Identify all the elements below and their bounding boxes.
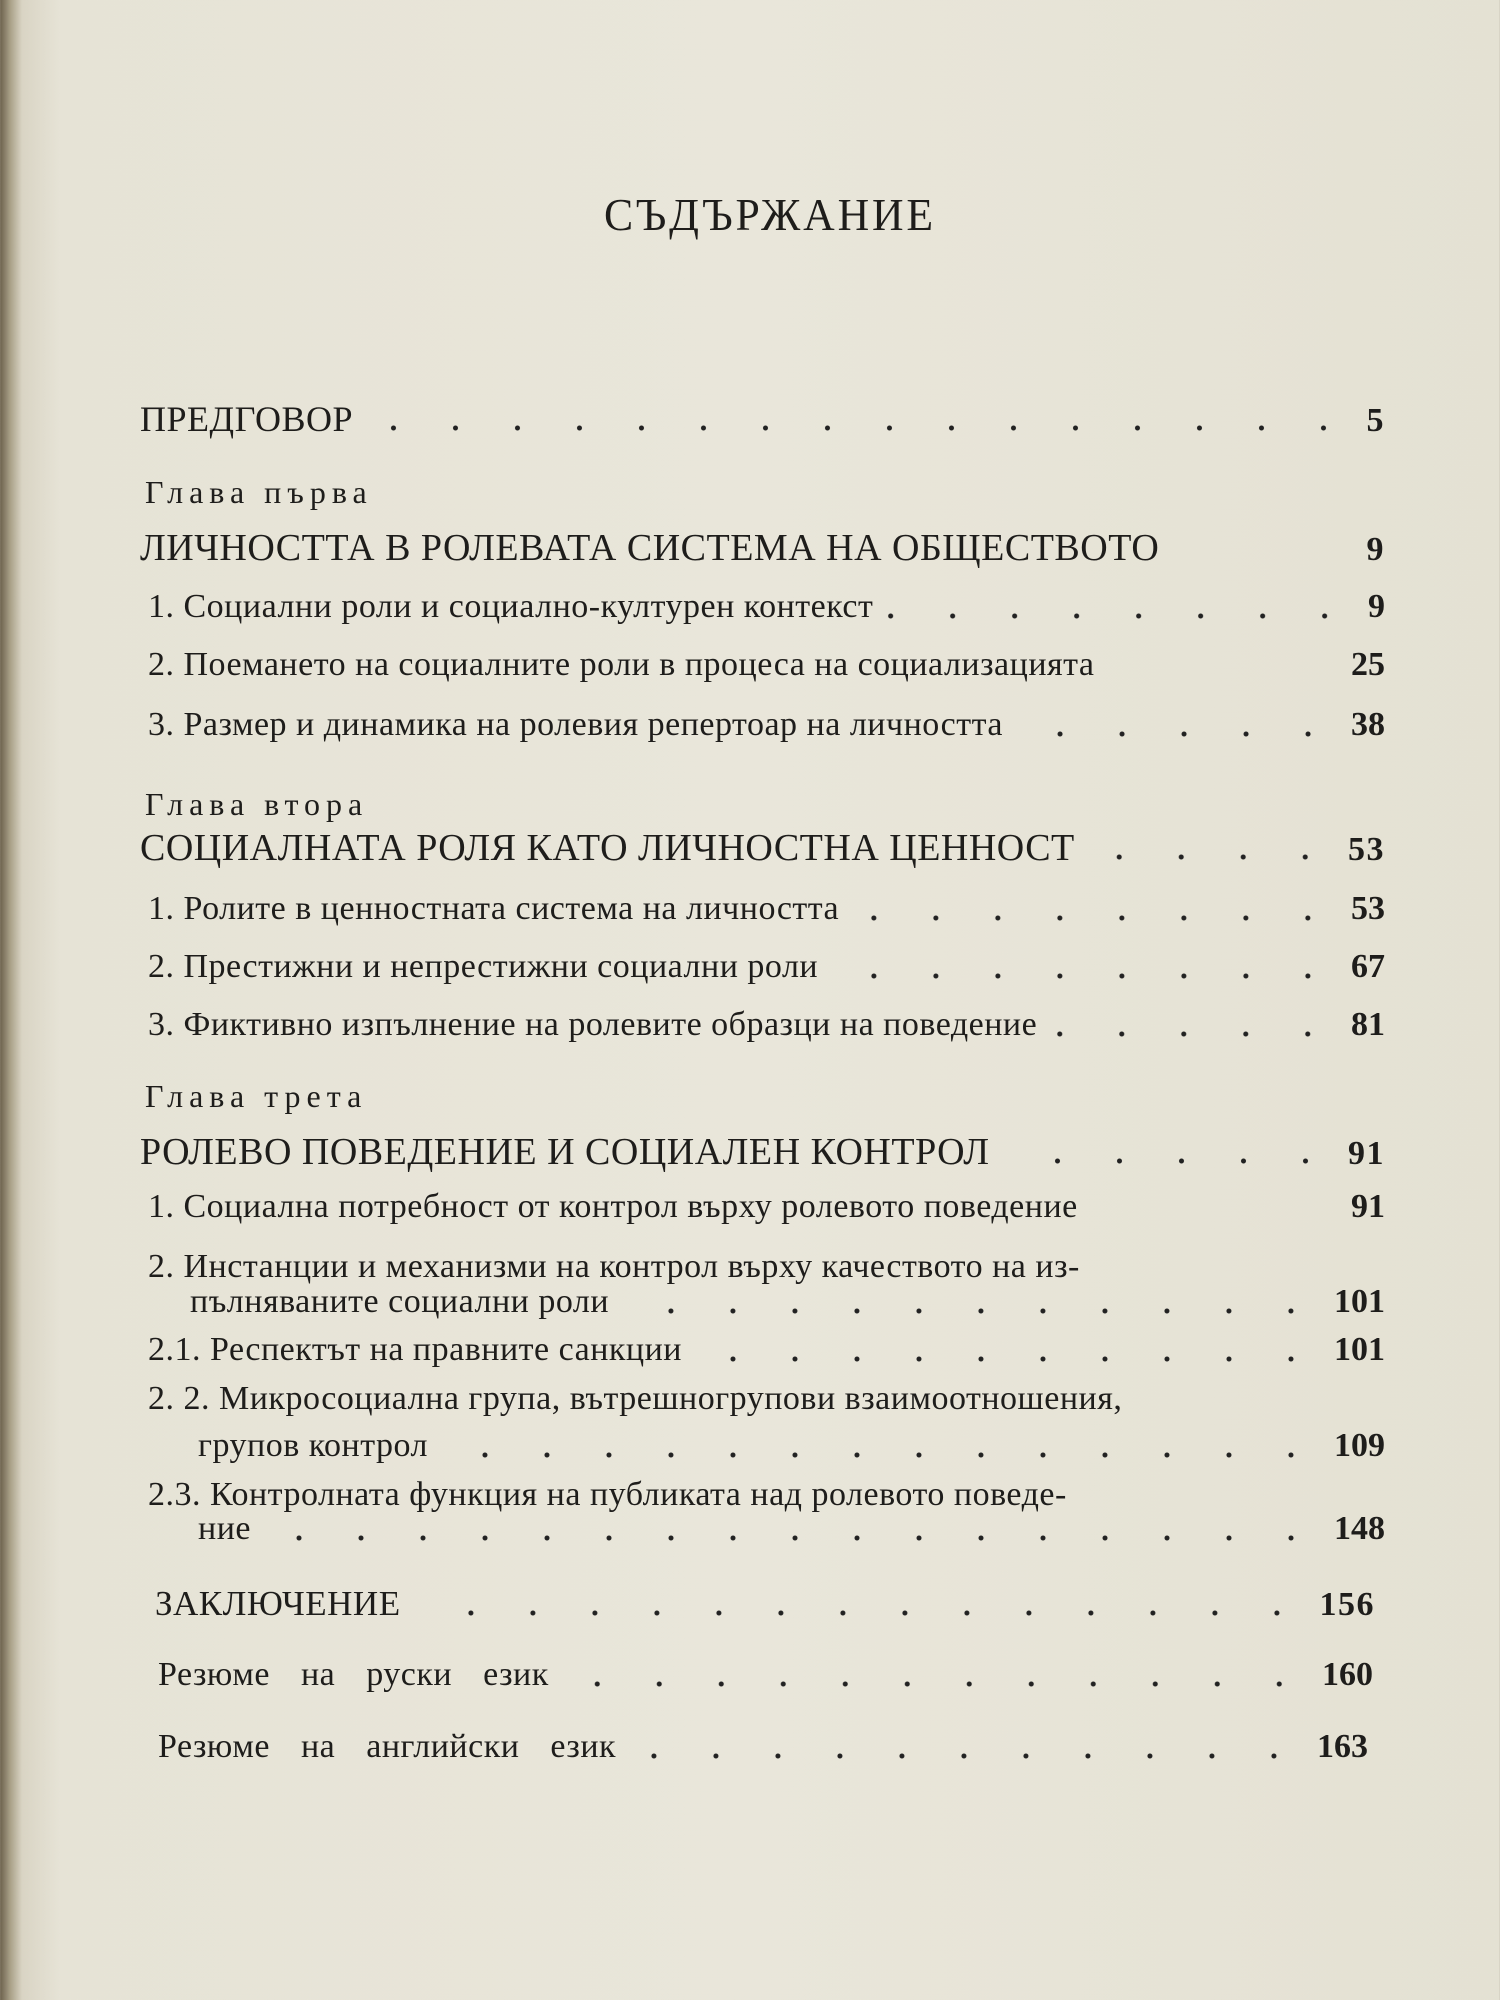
toc-entry-conclusion bbox=[155, 1584, 1375, 1624]
toc-entry-summary-en bbox=[158, 1728, 1368, 1766]
toc-entry-line1 bbox=[148, 1380, 1385, 1418]
entry-label: 2.3. Контролната функция на публиката над ролевото поведе- bbox=[148, 1476, 1067, 1513]
entry-label-cont: групов контрол bbox=[198, 1427, 429, 1464]
entry-page: 163 bbox=[1317, 1728, 1368, 1765]
entry-label: Резюме на руски език bbox=[158, 1656, 549, 1693]
entry-label: 2. Инстанции и механизми на контрол върху качеството на из- bbox=[148, 1248, 1080, 1285]
toc-entry-line2 bbox=[198, 1427, 1385, 1465]
entry-label-cont: ние bbox=[198, 1510, 251, 1547]
entry-label: 2. Престижни и непрестижни социални роли bbox=[148, 948, 819, 985]
entry-label: РОЛЕВО ПОВЕДЕНИЕ И СОЦИАЛЕН КОНТРОЛ bbox=[140, 1131, 990, 1173]
dot-leader bbox=[440, 1452, 1322, 1458]
dot-leader bbox=[885, 613, 1356, 619]
entry-label: 1. Социална потребност от контрол върху ролевото поведение bbox=[148, 1188, 1078, 1225]
toc-entry bbox=[148, 588, 1385, 626]
toc-entry bbox=[148, 1331, 1385, 1369]
dot-leader bbox=[628, 1753, 1305, 1759]
entry-label: 1. Ролите в ценностната система на личността bbox=[148, 890, 840, 927]
entry-label: Резюме на английски език bbox=[158, 1728, 617, 1765]
chapter-label: Глава трета bbox=[145, 1078, 368, 1114]
entry-label: 2.1. Респектът на правните санкции bbox=[148, 1331, 683, 1368]
chapter-label: Глава първа bbox=[145, 474, 373, 510]
toc-entry-line2 bbox=[190, 1283, 1385, 1321]
entry-page: 81 bbox=[1351, 1006, 1385, 1043]
entry-page: 25 bbox=[1351, 646, 1385, 683]
dot-leader bbox=[413, 1610, 1308, 1616]
entry-page: 9 bbox=[1368, 588, 1385, 625]
toc-entry-preface bbox=[140, 398, 1385, 440]
entry-page: 67 bbox=[1351, 948, 1385, 985]
entry-page: 160 bbox=[1322, 1656, 1373, 1693]
entry-page: 101 bbox=[1334, 1283, 1385, 1320]
entry-page: 91 bbox=[1348, 1135, 1385, 1172]
toc-entry-line1 bbox=[148, 1476, 1385, 1514]
toc-entry bbox=[148, 706, 1385, 744]
dot-leader bbox=[263, 1535, 1322, 1541]
entry-page: 5 bbox=[1366, 402, 1385, 439]
entry-page: 53 bbox=[1351, 890, 1385, 927]
toc-entry bbox=[148, 1006, 1385, 1044]
dot-leader bbox=[1049, 1031, 1339, 1037]
page-title: СЪДЪРЖАНИЕ bbox=[604, 189, 936, 240]
toc-entry-line1 bbox=[148, 1248, 1385, 1286]
entry-page: 109 bbox=[1334, 1427, 1385, 1464]
dot-leader bbox=[851, 915, 1339, 921]
dot-leader bbox=[830, 973, 1339, 979]
entry-page: 148 bbox=[1334, 1510, 1385, 1547]
toc-entry-line2 bbox=[198, 1510, 1385, 1548]
dot-leader bbox=[621, 1308, 1322, 1314]
dot-leader bbox=[1171, 554, 1354, 560]
entry-label-cont: пълняваните социални роли bbox=[190, 1283, 610, 1320]
entry-label: ЗАКЛЮЧЕНИЕ bbox=[155, 1584, 401, 1623]
toc-entry bbox=[148, 1188, 1385, 1226]
dot-leader bbox=[1015, 731, 1339, 737]
dot-leader bbox=[561, 1681, 1310, 1687]
dot-leader bbox=[365, 425, 1354, 431]
dot-leader bbox=[1002, 1158, 1337, 1164]
entry-page: 9 bbox=[1366, 531, 1385, 568]
entry-label: 3. Фиктивно изпълнение на ролевите образци на поведение bbox=[148, 1006, 1038, 1043]
toc-entry-summary-ru bbox=[158, 1656, 1373, 1694]
toc-entry bbox=[148, 948, 1385, 986]
entry-label: ЛИЧНОСТТА В РОЛЕВАТА СИСТЕМА НА ОБЩЕСТВОТО bbox=[140, 527, 1160, 569]
entry-label: 1. Социални роли и социално-културен контекст bbox=[148, 588, 874, 625]
entry-page: 101 bbox=[1334, 1331, 1385, 1368]
entry-page: 38 bbox=[1351, 706, 1385, 743]
chapter-title bbox=[140, 526, 1385, 570]
entry-page: 91 bbox=[1351, 1188, 1385, 1225]
toc-entry bbox=[148, 646, 1385, 684]
dot-leader bbox=[694, 1356, 1322, 1362]
toc-entry bbox=[148, 890, 1385, 928]
entry-page: 156 bbox=[1319, 1586, 1375, 1623]
dot-leader bbox=[1087, 854, 1336, 860]
entry-label: СОЦИАЛНАТА РОЛЯ КАТО ЛИЧНОСТНА ЦЕННОСТ bbox=[140, 827, 1075, 869]
entry-page: 53 bbox=[1348, 831, 1385, 868]
entry-label: ПРЕДГОВОР bbox=[140, 399, 354, 439]
dot-leader bbox=[1107, 671, 1339, 677]
entry-label: 3. Размер и динамика на ролевия репертоар на личността bbox=[148, 706, 1003, 743]
entry-label: 2. 2. Микросоциална група, вътрешногрупови взаимоотношения, bbox=[148, 1380, 1123, 1417]
chapter-title bbox=[140, 1130, 1385, 1174]
dot-leader bbox=[1090, 1213, 1339, 1219]
chapter-label: Глава втора bbox=[145, 786, 369, 822]
entry-label: 2. Поемането на социалните роли в процеса на социализацията bbox=[148, 646, 1095, 683]
chapter-title bbox=[140, 826, 1385, 870]
